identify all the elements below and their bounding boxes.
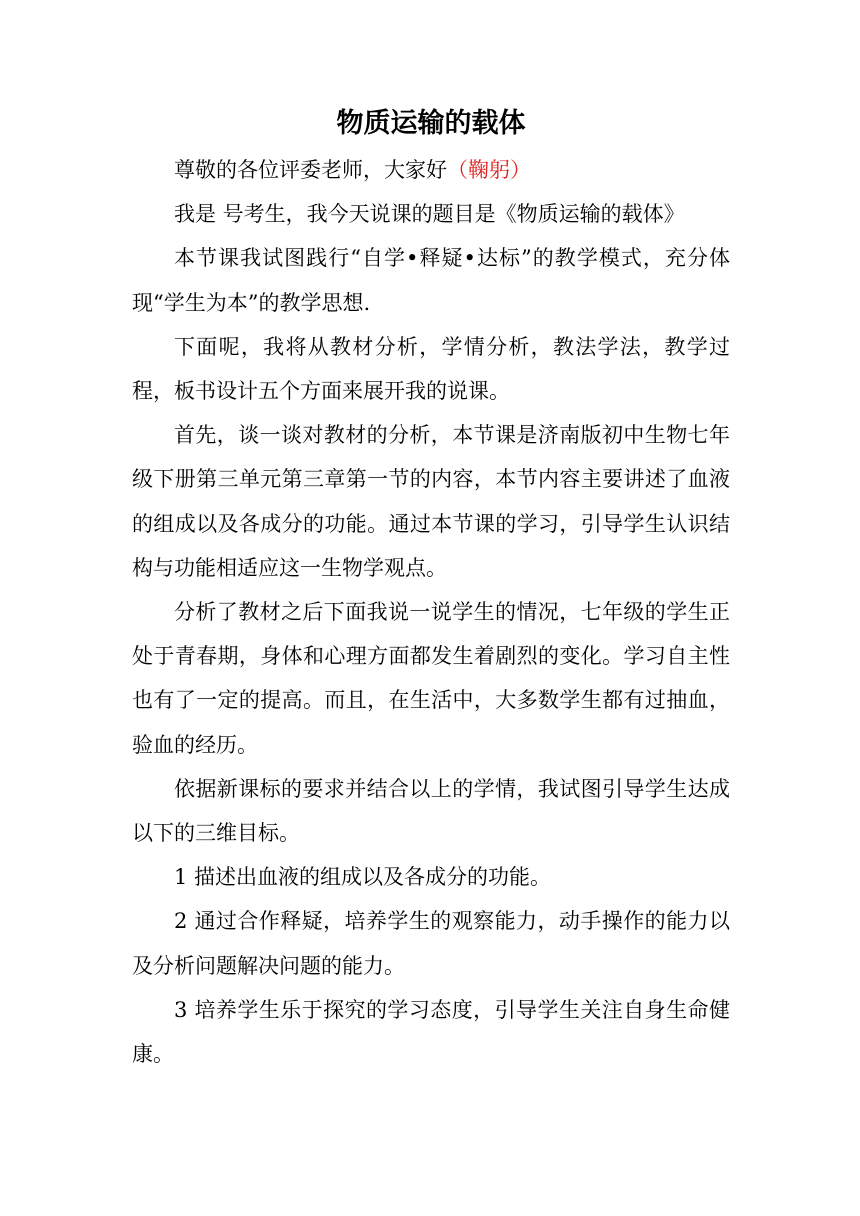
- paragraph-intro: 我是 号考生，我今天说课的题目是《物质运输的载体》: [174, 202, 685, 227]
- paragraph-outline: 下面呢，我将从教材分析，学情分析，教法学法，教学过程，板书设计五个方面来展开我的说课。: [132, 334, 730, 404]
- paragraph-teaching-mode: 本节课我试图践行“自学•释疑•达标”的教学模式，充分体现“学生为本”的教学思想.: [132, 246, 730, 315]
- paragraph-student-analysis: 分析了教材之后下面我说一说学生的情况，七年级的学生正处于青春期，身体和心理方面都发生着剧烈的变化。学习自主性也有了一定的提高。而且，在生活中，大多数学生都有过抽血，验血的经历。: [132, 600, 730, 757]
- greeting-text: 尊敬的各位评委老师，大家好: [174, 158, 447, 182]
- document-title: 物质运输的载体: [336, 108, 526, 139]
- document-page: [132, 104, 730, 1076]
- greeting-action: （鞠躬）: [447, 158, 531, 182]
- greeting-paragraph: [132, 148, 730, 192]
- objective-item-2: 2 通过合作释疑，培养学生的观察能力，动手操作的能力以及分析问题解决问题的能力。: [132, 909, 730, 978]
- objective-item-1: 1 描述出血液的组成以及各成分的功能。: [174, 865, 552, 890]
- paragraph-objectives-intro: 依据新课标的要求并结合以上的学情，我试图引导学生达成以下的三维目标。: [132, 776, 730, 846]
- paragraph-textbook-analysis: 首先，谈一谈对教材的分析，本节课是济南版初中生物七年级下册第三单元第三章第一节的内容，本节内容主要讲述了血液的组成以及各成分的功能。通过本节课的学习，引导学生认识结构与功能相适应这一生物学观点。: [132, 423, 730, 580]
- objective-item-3: 3 培养学生乐于探究的学习态度，引导学生关注自身生命健康。: [132, 997, 730, 1067]
